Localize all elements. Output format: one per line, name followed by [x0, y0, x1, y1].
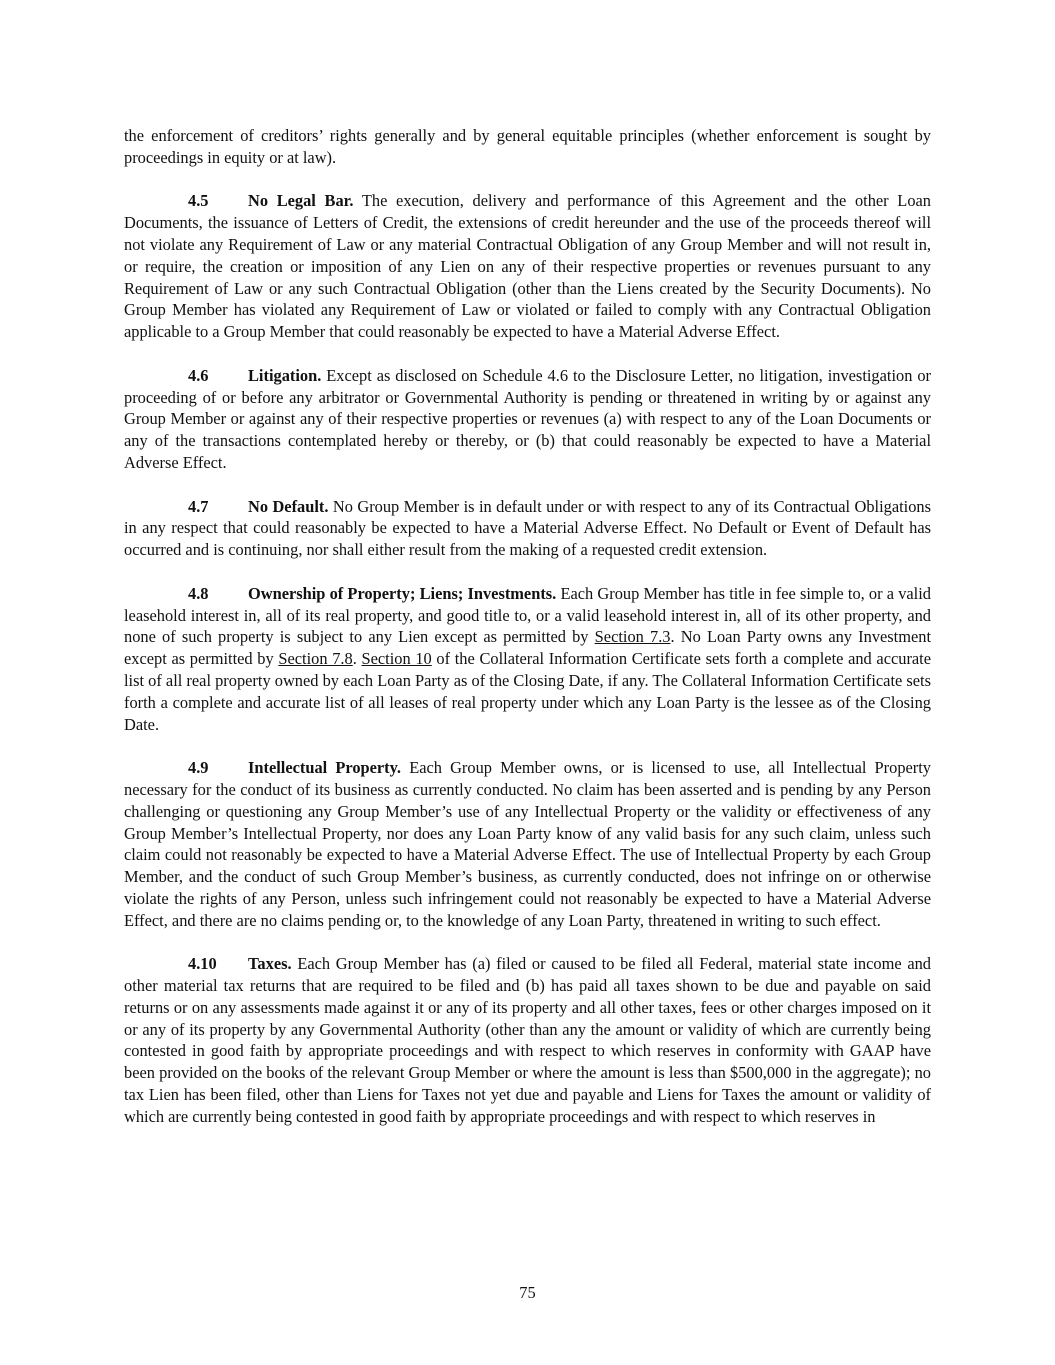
section-body-part: . [352, 649, 357, 669]
section-title: Taxes. [248, 954, 292, 974]
section-body: Except as disclosed on Schedule 4.6 to the Disclosure Letter, no litigation, investigation or proceeding of or before any arbitrator or Governmental Authority is pending or threatened in writing by or against any Group Member or against any of their respective properties or revenues (a) with respect to any of the Loan Documents or any of the transactions contemplated hereby or thereby, or (b) that could reasonably be expected to have a Material Adverse Effect. [124, 365, 931, 472]
section-number: 4.8 [188, 583, 209, 603]
section-title: Litigation. [248, 365, 322, 385]
section-4-8 [124, 583, 931, 736]
section-7-8-reference: Section 7.8 [278, 649, 353, 669]
section-4-6 [124, 365, 931, 474]
section-body: No Group Member is in default under or with respect to any of its Contractual Obligations in any respect that could reasonably be expected to have a Material Adverse Effect. No Default or Event of Default has occurred and is continuing, nor shall either result from the making of a requested credit extension. [124, 496, 931, 560]
section-number: 4.5 [188, 191, 209, 211]
section-title: Intellectual Property. [248, 758, 402, 778]
intro-paragraph: the enforcement of creditors’ rights generally and by general equitable principles (whether enforcement is sought by proceedings in equity or at law). [124, 126, 931, 167]
section-body: Each Group Member owns, or is licensed to use, all Intellectual Property necessary for the conduct of its business as currently conducted. No claim has been asserted and is pending by any Person challenging or questioning any Group Member’s use of any Intellectual Property or the validity or effectiveness of any Group Member’s Intellectual Property, nor does any Loan Party know of any valid basis for any such claim, unless such claim could not reasonably be expected to have a Material Adverse Effect. The use of Intellectual Property by each Group Member, and the conduct of such Group Member’s business, as currently conducted, does not infringe on or otherwise violate the rights of any Person, unless such infringement could not reasonably be expected to have a Material Adverse Effect, and there are no claims pending or, to the knowledge of any Loan Party, threatened in writing to such effect. [124, 758, 931, 930]
section-body-part: Each Group Member has title in fee simple to, or a valid leasehold interest in, all of its real property, and good title to, or a valid leasehold interest in, all of its other property, and none of such property is subject to any Lien except as permitted by [124, 583, 931, 647]
section-number: 4.10 [188, 954, 217, 974]
section-title: No Legal Bar. [248, 191, 354, 211]
section-10-reference: Section 10 [361, 649, 432, 669]
section-number: 4.6 [188, 365, 209, 385]
section-4-7 [124, 496, 931, 561]
section-body-part: . No Loan Party owns any Investment except as permitted by [124, 627, 931, 669]
section-4-9 [124, 757, 931, 931]
section-4-5 [124, 190, 931, 343]
section-body: Each Group Member has (a) filed or caused to be filed all Federal, material state income and other material tax returns that are required to be filed and (b) has paid all taxes shown to be due and payable on said returns or on any assessments made against it or any of its property and all other taxes, fees or other charges imposed on it or any of its property by any Governmental Authority (other than any the amount or validity of which are currently being contested in good faith by appropriate proceedings and with respect to which reserves in conformity with GAAP have been provided on the books of the relevant Group Member or where the amount is less than $500,000 in the aggregate); no tax Lien has been filed, other than Liens for Taxes not yet due and payable and Liens for Taxes the amount or validity of which are currently being contested in good faith by appropriate proceedings and with respect to which reserves in [124, 954, 931, 1126]
section-body-part: of the Collateral Information Certificate sets forth a complete and accurate list of all real property owned by each Loan Party as of the Closing Date, if any. The Collateral Information Certificate sets forth a complete and accurate list of all leases of real property under which any Loan Party is the lessee as of the Closing Date. [124, 649, 932, 734]
section-number: 4.9 [188, 758, 209, 778]
section-4-10 [124, 953, 931, 1127]
section-number: 4.7 [188, 496, 209, 516]
document-page [124, 125, 931, 1149]
section-7-3-reference: Section 7.3 [594, 627, 671, 647]
section-body: The execution, delivery and performance of this Agreement and the other Loan Documents, the issuance of Letters of Credit, the extensions of credit hereunder and the use of the proceeds thereof will not violate any Requirement of Law or any material Contractual Obligation of any Group Member and will not result in, or require, the creation or imposition of any Lien on any of their respective properties or revenues pursuant to any Requirement of Law or any such Contractual Obligation (other than the Liens created by the Security Documents). No Group Member has violated any Requirement of Law or violated or failed to comply with any Contractual Obligation applicable to a Group Member that could reasonably be expected to have a Material Adverse Effect. [124, 191, 931, 342]
section-title: Ownership of Property; Liens; Investments. [248, 583, 557, 603]
section-title: No Default. [248, 496, 329, 516]
page-number: 75 [519, 1283, 536, 1302]
